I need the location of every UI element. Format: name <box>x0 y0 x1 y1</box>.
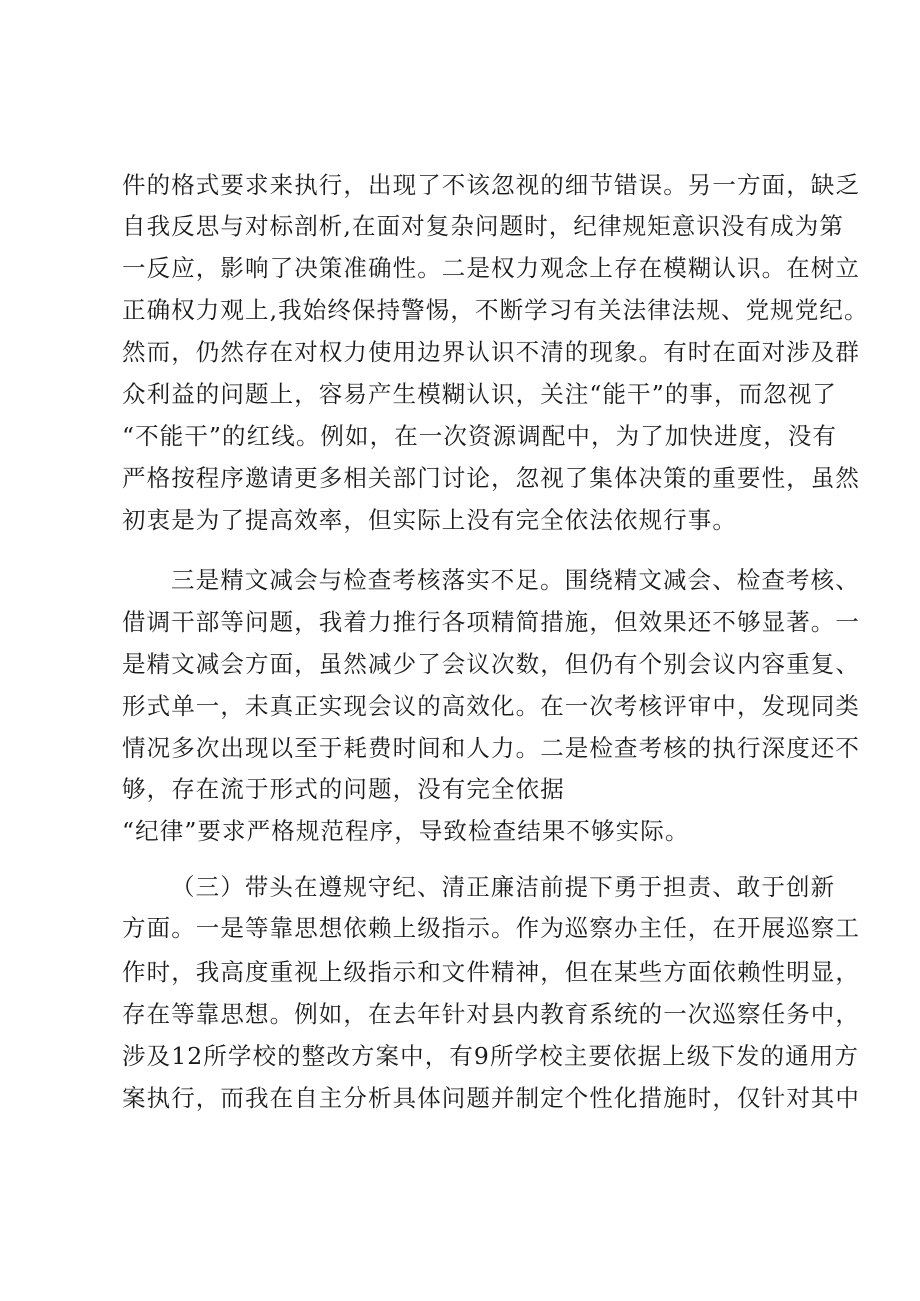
text-line: 存在等靠思想。例如，在去年针对县内教育系统的一次巡察任务中， <box>122 1000 860 1028</box>
text-line: 是精文减会方面，虽然减少了会议次数，但仍有个别会议内容重复、 <box>122 650 860 678</box>
text-line: 案执行，而我在自主分析具体问题并制定个性化措施时，仅针对其中 <box>122 1084 860 1112</box>
text-line: 正确权力观上,我始终保持警惕，不断学习有关法律法规、党规党纪。 <box>122 296 869 324</box>
text-line: 严格按程序邀请更多相关部门讨论，忽视了集体决策的重要性，虽然 <box>122 464 860 492</box>
text-line: “纪律”要求严格规范程序，导致检查结果不够实际。 <box>122 817 690 845</box>
text-line: 众利益的问题上，容易产生模糊认识，关注“能干”的事，而忽视了 <box>122 380 838 408</box>
text-line: 借调干部等问题，我着力推行各项精简措施，但效果还不够显著。一 <box>122 608 860 636</box>
text-line: 作时，我高度重视上级指示和文件精神，但在某些方面依赖性明显， <box>122 958 860 986</box>
text-line: “不能干”的红线。例如，在一次资源调配中，为了加快进度，没有 <box>122 422 838 450</box>
text-line: 然而，仍然存在对权力使用边界认识不清的现象。有时在面对涉及群 <box>122 338 860 366</box>
text-line: 够，存在流于形式的问题，没有完全依据 <box>122 775 565 803</box>
text-line: 三是精文减会与检查考核落实不足。围绕精文减会、检查考核、 <box>171 566 860 594</box>
text-line: 方面。一是等靠思想依赖上级指示。作为巡察办主任，在开展巡察工 <box>122 914 860 942</box>
text-line: 一反应，影响了决策准确性。二是权力观念上存在模糊认识。在树立 <box>122 254 860 282</box>
text-line: 涉及12所学校的整改方案中，有9所学校主要依据上级下发的通用方 <box>122 1042 859 1070</box>
text-line: （三）带头在遵规守纪、清正廉洁前提下勇于担责、敢于创新 <box>171 873 836 901</box>
text-line: 自我反思与对标剖析,在面对复杂问题时，纪律规矩意识没有成为第 <box>122 212 844 240</box>
text-line: 情况多次出现以至于耗费时间和人力。二是检查考核的执行深度还不 <box>122 734 860 762</box>
text-line: 形式单一，未真正实现会议的高效化。在一次考核评审中，发现同类 <box>122 692 860 720</box>
text-line: 初衷是为了提高效率，但实际上没有完全依法依规行事。 <box>122 506 737 534</box>
text-line: 件的格式要求来执行，出现了不该忽视的细节错误。另一方面，缺乏 <box>122 171 860 199</box>
